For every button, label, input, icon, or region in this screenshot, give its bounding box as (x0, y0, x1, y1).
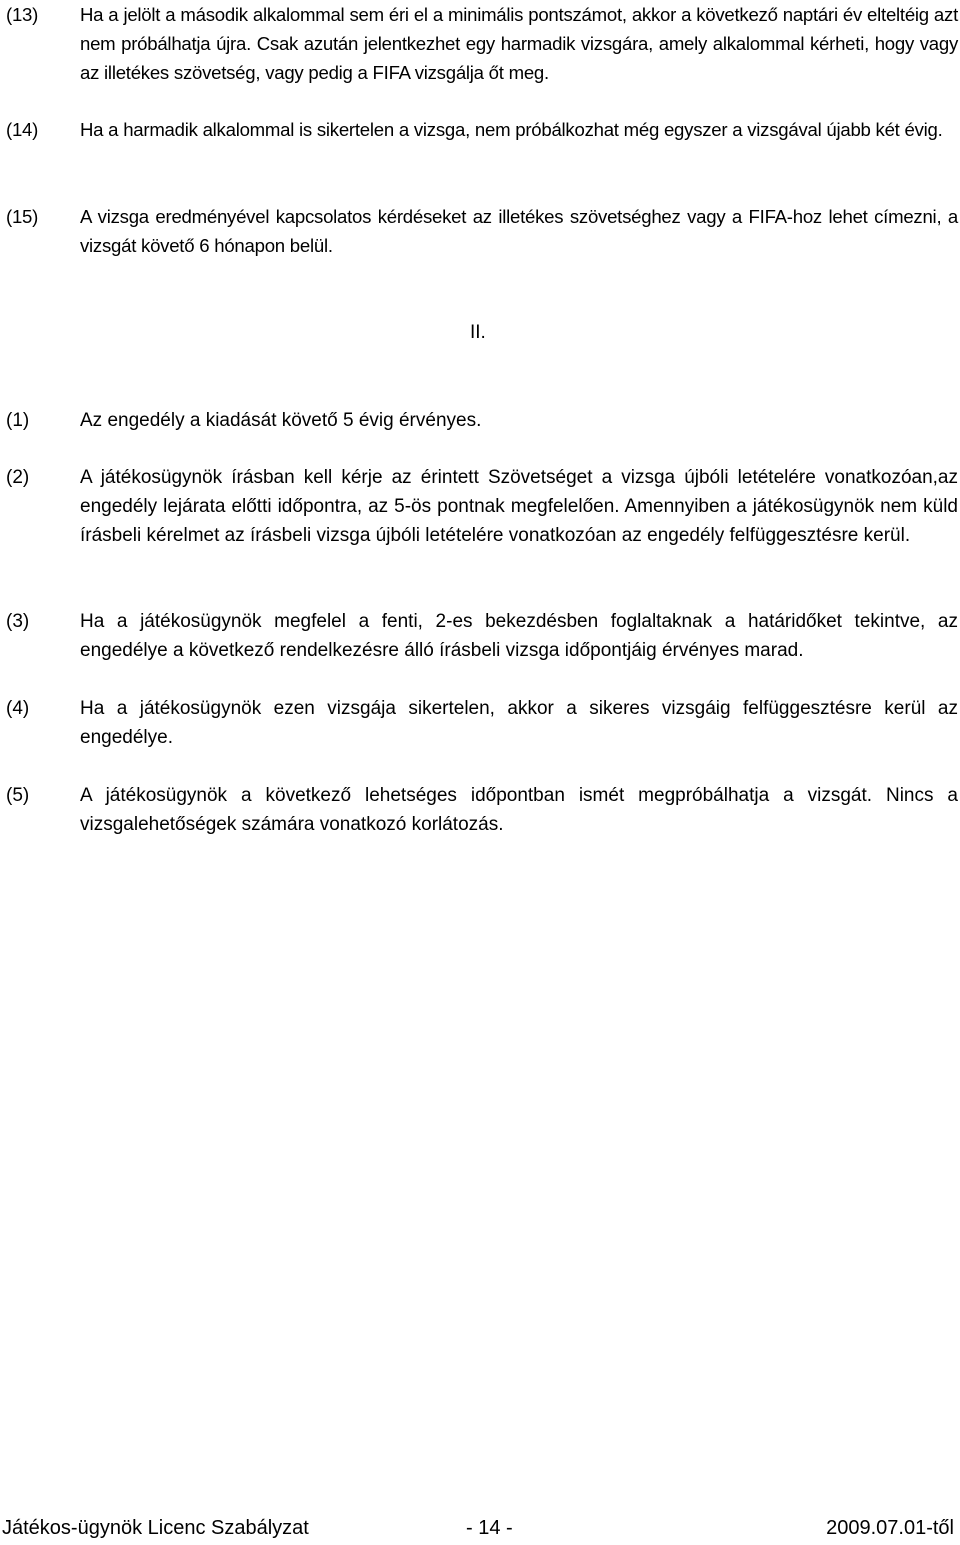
paragraph-ii-2 (6, 463, 958, 550)
paragraph-number: (3) (6, 611, 30, 632)
paragraph-text: Ha a játékosügynök ezen vizsgája sikertelen, akkor a sikeres vizsgáig felfüggesztésre kerül az engedélye. (80, 698, 958, 748)
paragraph-text: Ha a harmadik alkalommal is sikertelen a vizsga, nem próbálkozhat még egyszer a vizsgával újabb két évig. (80, 119, 943, 140)
paragraph-number: (15) (6, 206, 39, 227)
paragraph-ii-5 (6, 781, 958, 839)
page-footer (0, 1515, 960, 1541)
footer-document-title: Játékos-ügynök Licenc Szabályzat (2, 1517, 309, 1539)
paragraph-number: (5) (6, 785, 30, 806)
footer-effective-date: 2009.07.01-től (826, 1517, 954, 1539)
paragraph-text: A játékosügynök a következő lehetséges időpontban ismét megpróbálhatja a vizsgát. Nincs a vizsgalehetőségek számára vonatkozó korlátozás. (80, 785, 958, 835)
paragraph-15 (6, 202, 958, 260)
paragraph-number: (13) (6, 4, 39, 25)
paragraph-text: A játékosügynök írásban kell kérje az érintett Szövetséget a vizsga újbóli letételére vonatkozóan,az engedély lejárata előtti időpontra, az 5-ös pontnak megfelelően. Amennyiben a játékosügynök nem küld írásbeli kérelmet az írásbeli vizsga újbóli letételére vonatkozóan az engedély felfüggesztésre kerül. (80, 467, 958, 546)
paragraph-ii-3 (6, 607, 958, 665)
footer-page-number: - 14 - (466, 1517, 513, 1539)
paragraph-ii-1 (6, 406, 958, 435)
paragraph-14 (6, 115, 958, 144)
paragraph-text: A vizsga eredményével kapcsolatos kérdéseket az illetékes szövetséghez vagy a FIFA-hoz lehet címezni, a vizsgát követő 6 hónapon belül. (80, 206, 958, 256)
paragraph-text: Ha a játékosügynök megfelel a fenti, 2-es bekezdésben foglaltaknak a határidőket tekintve, az engedélye a következő rendelkezésre álló írásbeli vizsga időpontjáig érvényes marad. (80, 611, 958, 661)
paragraph-text: Ha a jelölt a második alkalommal sem éri el a minimális pontszámot, akkor a következő naptári év elteltéig azt nem próbálhatja újra. Csak azután jelentkezhet egy harmadik vizsgára, amely alkalommal kérheti, hogy vagy az illetékes szövetség, vagy pedig a FIFA vizsgálja őt meg. (80, 4, 958, 83)
section-heading-text: II. (470, 322, 486, 343)
paragraph-number: (14) (6, 119, 39, 140)
paragraph-number: (2) (6, 467, 30, 488)
paragraph-ii-4 (6, 694, 958, 752)
paragraph-text: Az engedély a kiadását követő 5 évig érvényes. (80, 410, 482, 431)
paragraph-number: (4) (6, 698, 30, 719)
paragraph-number: (1) (6, 410, 30, 431)
paragraph-13 (6, 0, 958, 87)
